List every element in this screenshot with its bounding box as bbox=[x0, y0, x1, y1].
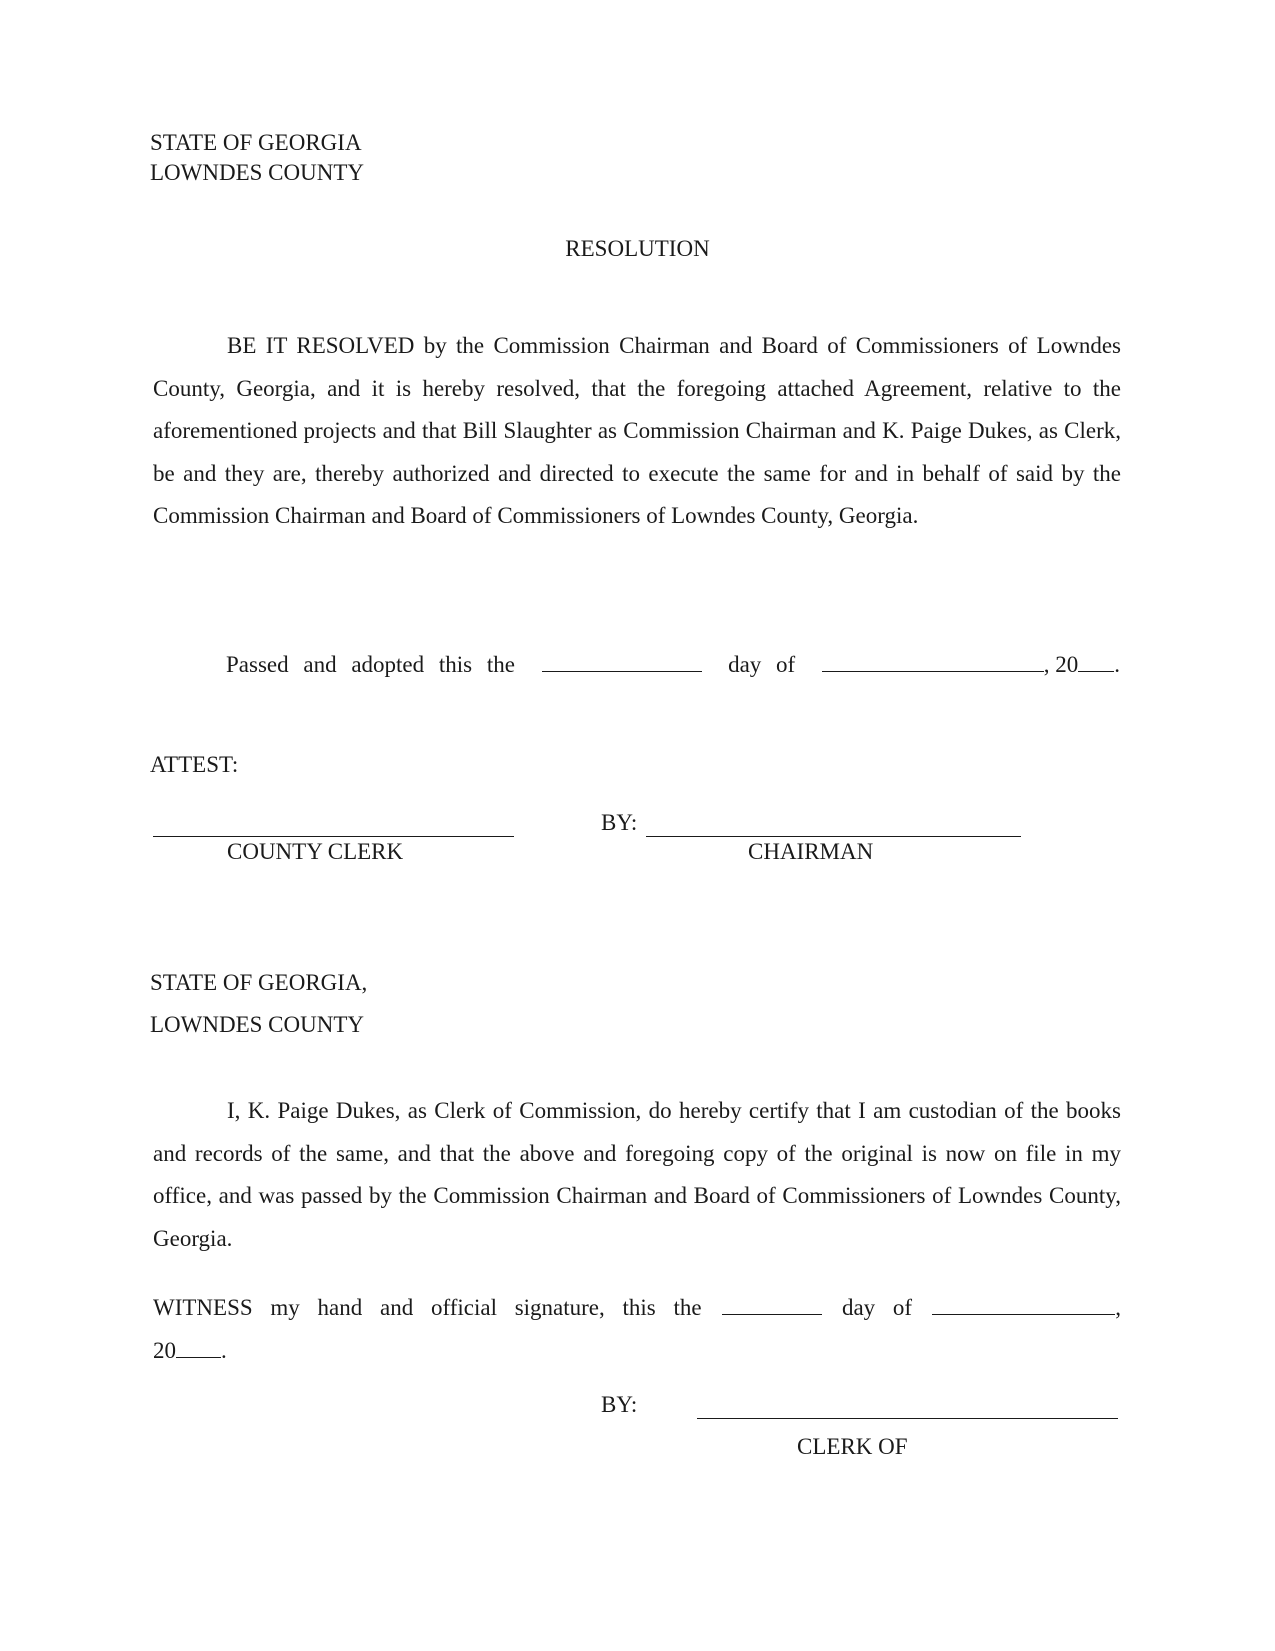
witness-prefix: WITNESS my hand and official signature, this the bbox=[153, 1295, 702, 1320]
witness-year-prefix: 20 bbox=[153, 1338, 176, 1363]
witness-day-blank[interactable] bbox=[722, 1292, 822, 1315]
clerk-signature-line[interactable] bbox=[697, 1418, 1118, 1419]
witness-comma: , bbox=[1115, 1295, 1121, 1320]
witness-year-blank[interactable] bbox=[176, 1335, 221, 1358]
county-clerk-label: COUNTY CLERK bbox=[227, 839, 404, 864]
by-label: BY: bbox=[601, 810, 638, 835]
day-blank[interactable] bbox=[542, 649, 702, 672]
passed-adopted-line bbox=[226, 649, 1120, 680]
page-title: RESOLUTION bbox=[565, 236, 710, 261]
resolution-paragraph: BE IT RESOLVED by the Commission Chairman and Board of Commissioners of Lowndes County, Georgia, and it is hereby resolved, that the foregoing attached Agreement, relative to the aforementioned projects and that Bill Slaughter as Commission Chairman and K. Paige Dukes, as Clerk, be and they are, thereby authorized and directed to execute the same for and in behalf of said by the Commission Chairman and Board of Commissioners of Lowndes County, Georgia. bbox=[153, 333, 1121, 528]
month-blank[interactable] bbox=[822, 649, 1044, 672]
attest-label: ATTEST: bbox=[150, 752, 239, 777]
certification-paragraph: I, K. Paige Dukes, as Clerk of Commission, do hereby certify that I am custodian of the books and records of the same, and that the above and foregoing copy of the original is now on file in my office, and was passed by the Commission Chairman and Board of Commissioners of Lowndes County, Georgia. bbox=[153, 1098, 1121, 1251]
witness-period: . bbox=[221, 1338, 227, 1363]
witness-year-line bbox=[153, 1335, 227, 1366]
passed-prefix: Passed and adopted this the bbox=[226, 652, 515, 677]
clerk-of-label: CLERK OF bbox=[797, 1434, 908, 1459]
year-blank[interactable] bbox=[1078, 649, 1114, 672]
state-heading-2: STATE OF GEORGIA, bbox=[150, 970, 368, 995]
passed-period: . bbox=[1114, 652, 1120, 677]
passed-day-of: day of bbox=[728, 652, 796, 677]
state-heading: STATE OF GEORGIA bbox=[150, 130, 362, 155]
county-heading-2: LOWNDES COUNTY bbox=[150, 1012, 365, 1037]
by-label-2: BY: bbox=[601, 1392, 638, 1417]
chairman-label: CHAIRMAN bbox=[748, 839, 874, 864]
witness-day-of: day of bbox=[841, 1295, 913, 1320]
witness-month-blank[interactable] bbox=[932, 1292, 1115, 1315]
passed-year-prefix: , 20 bbox=[1043, 652, 1079, 677]
witness-line bbox=[153, 1292, 1121, 1323]
county-heading: LOWNDES COUNTY bbox=[150, 160, 365, 185]
